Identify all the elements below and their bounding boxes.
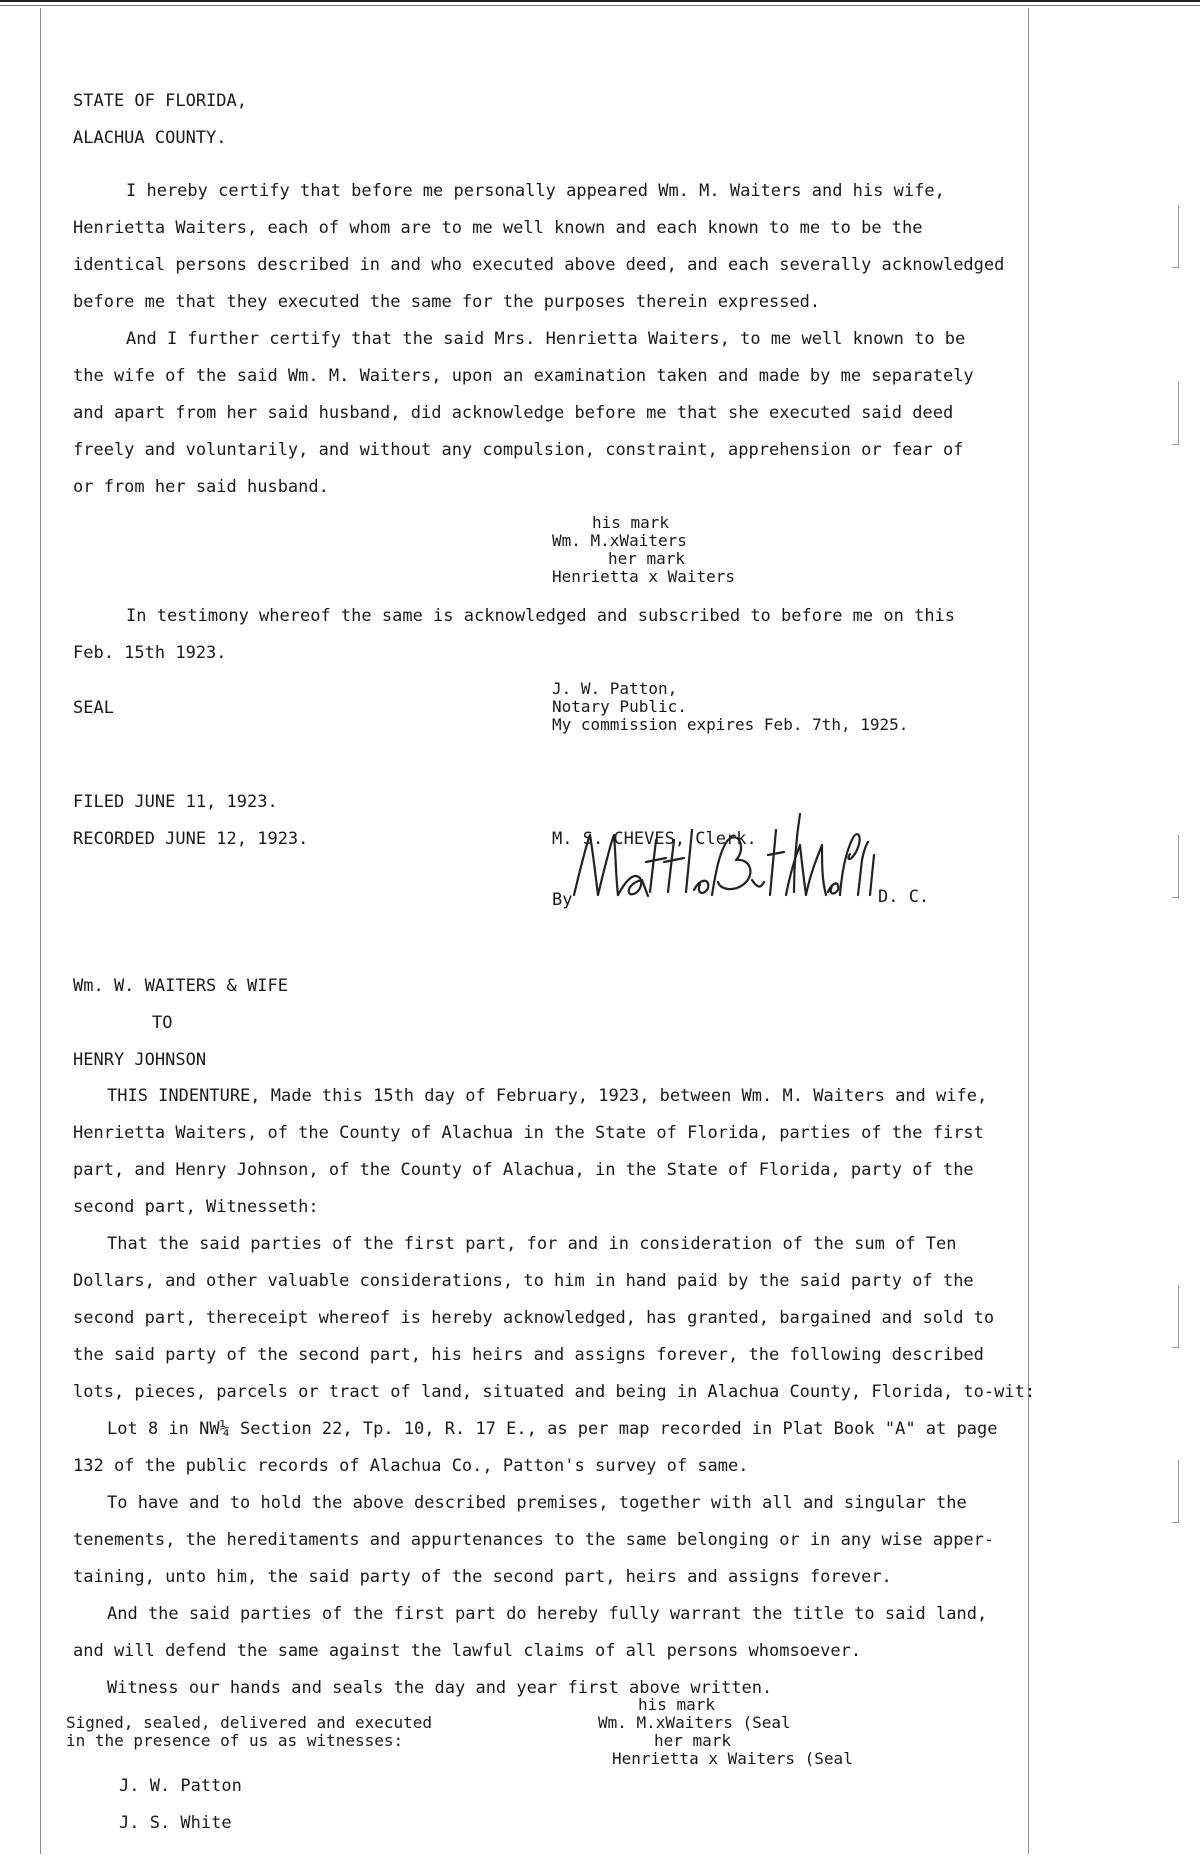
top-border [0, 0, 1200, 6]
deed-body-line: THIS INDENTURE, Made this 15th day of February, 1923, between Wm. M. Waiters and wife, [107, 1086, 988, 1106]
deed-body-line: And the said parties of the first part do hereby fully warrant the title to said land, [107, 1604, 988, 1624]
witness-name: J. S. White [119, 1813, 232, 1833]
mark-name: Henrietta x Waiters (Seal [612, 1749, 853, 1768]
state-line: STATE OF FLORIDA, [73, 91, 247, 111]
clerk-line: M. S. CHEVES, Clerk. [552, 829, 757, 849]
margin-bracket [1172, 835, 1179, 898]
deed-heading-to: TO [152, 1013, 173, 1033]
right-margin-line [1028, 8, 1029, 1854]
recorded-date: RECORDED JUNE 12, 1923. [73, 829, 309, 849]
mark-label: his mark [638, 1695, 716, 1714]
signed-line: in the presence of us as witnesses: [66, 1731, 404, 1750]
notary-name: J. W. Patton, [552, 679, 678, 698]
testimony-line: Feb. 15th 1923. [73, 643, 227, 663]
certificate-line: or from her said husband. [73, 477, 329, 497]
legal-description-line: Lot 8 in NW¼ Section 22, Tp. 10, R. 17 E., as per map recorded in Plat Book "A" at page [107, 1419, 998, 1439]
certificate-line: freely and voluntarily, and without any compulsion, constraint, apprehension or fear of [73, 440, 964, 460]
certificate-line: and apart from her said husband, did acknowledge before me that she executed said deed [73, 403, 954, 423]
deed-body-line: second part, Witnesseth: [73, 1197, 319, 1217]
dc-label: D. C. [878, 887, 930, 907]
mark-label: his mark [592, 513, 670, 532]
deed-body-line: taining, unto him, the said party of the second part, heirs and assigns forever. [73, 1567, 892, 1587]
certificate-line: Henrietta Waiters, each of whom are to me well known and each known to me to be the [73, 218, 923, 238]
deed-heading-grantee: HENRY JOHNSON [73, 1050, 207, 1070]
deed-body-line: To have and to hold the above described premises, together with all and singular the [107, 1493, 967, 1513]
legal-description-line: 132 of the public records of Alachua Co., Patton's survey of same. [73, 1456, 749, 1476]
witness-name: J. W. Patton [119, 1776, 242, 1796]
clerk-handwritten-signature [570, 800, 880, 910]
mark-label: her mark [608, 549, 686, 568]
deed-body-line: second part, thereceipt whereof is hereby acknowledged, has granted, bargained and sold to [73, 1308, 995, 1328]
margin-bracket [1172, 1460, 1179, 1523]
filed-date: FILED JUNE 11, 1923. [73, 792, 278, 812]
certificate-line: identical persons described in and who executed above deed, and each severally acknowledged [73, 255, 1005, 275]
by-label: By [552, 890, 573, 910]
deed-body-line: Dollars, and other valuable considerations, to him in hand paid by the said party of the [73, 1271, 974, 1291]
margin-bracket [1172, 1285, 1179, 1348]
deed-body-line: Henrietta Waiters, of the County of Alachua in the State of Florida, parties of the first [73, 1123, 984, 1143]
mark-name: Wm. M.xWaiters (Seal [598, 1713, 791, 1732]
mark-name: Henrietta x Waiters [552, 567, 736, 586]
county-line: ALACHUA COUNTY. [73, 128, 227, 148]
left-margin-line [40, 8, 41, 1854]
deed-body-line: tenements, the hereditaments and appurtenances to the same belonging or in any wise apper- [73, 1530, 995, 1550]
signed-line: Signed, sealed, delivered and executed [66, 1713, 433, 1732]
mark-label: her mark [654, 1731, 732, 1750]
testimony-line: In testimony whereof the same is acknowledged and subscribed to before me on this [126, 606, 956, 626]
mark-name: Wm. M.xWaiters [552, 531, 687, 550]
deed-body-line: and will defend the same against the lawful claims of all persons whomsoever. [73, 1641, 862, 1661]
certificate-line: I hereby certify that before me personally appeared Wm. M. Waiters and his wife, [126, 181, 945, 201]
deed-body-line: Witness our hands and seals the day and year first above written. [107, 1678, 773, 1698]
certificate-line: And I further certify that the said Mrs. Henrietta Waiters, to me well known to be [126, 329, 966, 349]
deed-body-line: lots, pieces, parcels or tract of land, situated and being in Alachua County, Florida, to-wit: [73, 1382, 1036, 1402]
certificate-line: before me that they executed the same for the purposes therein expressed. [73, 292, 821, 312]
seal-label: SEAL [73, 698, 114, 718]
commission-line: My commission expires Feb. 7th, 1925. [552, 715, 909, 734]
deed-body-line: part, and Henry Johnson, of the County of Alachua, in the State of Florida, party of the [73, 1160, 974, 1180]
deed-body-line: the said party of the second part, his heirs and assigns forever, the following described [73, 1345, 984, 1365]
deed-body-line: That the said parties of the first part, for and in consideration of the sum of Ten [107, 1234, 957, 1254]
deed-heading-grantor: Wm. W. WAITERS & WIFE [73, 976, 288, 996]
notary-title: Notary Public. [552, 697, 687, 716]
certificate-line: the wife of the said Wm. M. Waiters, upon an examination taken and made by me separately [73, 366, 974, 386]
margin-bracket [1172, 205, 1179, 268]
margin-bracket [1172, 382, 1179, 445]
